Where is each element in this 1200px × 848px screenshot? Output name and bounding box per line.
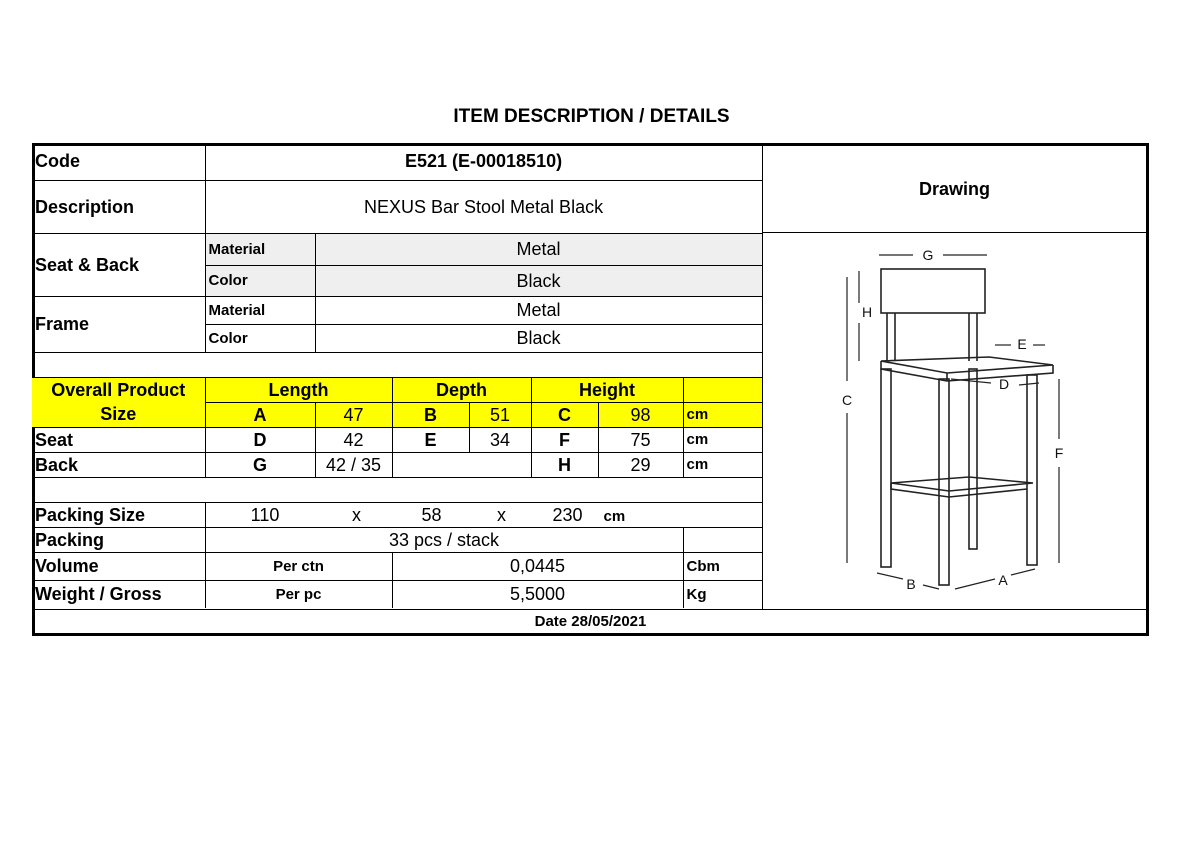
- height-header: Height: [531, 377, 683, 402]
- overall-label-line1: Overall Product: [51, 379, 186, 400]
- frame-color-label: Color: [205, 324, 315, 352]
- frame-material-value: Metal: [315, 296, 762, 324]
- dim-g: G: [922, 247, 934, 263]
- length-header: Length: [205, 377, 392, 402]
- overall-b-letter: B: [392, 402, 469, 427]
- document-title: ITEM DESCRIPTION / DETAILS: [453, 106, 730, 127]
- packing-label: Packing: [32, 527, 205, 552]
- seat-back-material-label: Material: [205, 233, 315, 265]
- frame-label: Frame: [32, 296, 205, 352]
- packing-size-values: [205, 502, 762, 527]
- bar-stool-drawing: [763, 233, 1146, 609]
- frame-material-label: Material: [205, 296, 315, 324]
- spacer-row: [32, 352, 762, 377]
- packing-unit-blank: [683, 527, 762, 552]
- seat-d-value: 42: [315, 427, 392, 452]
- code-value: E521 (E-00018510): [205, 143, 762, 180]
- packing-size-row: [32, 502, 762, 527]
- packing-size-length: 110: [250, 504, 280, 525]
- back-label: Back: [32, 452, 205, 477]
- packing-value: 33 pcs / stack: [205, 527, 683, 552]
- leg-back-right: [969, 369, 977, 549]
- seat-label: Seat: [32, 427, 205, 452]
- frame-color-value: Black: [315, 324, 762, 352]
- seat-f-letter: F: [531, 427, 598, 452]
- description-row: [32, 180, 762, 233]
- overall-header-unit-blank: [683, 377, 762, 402]
- leg-front-right: [1027, 375, 1037, 565]
- volume-per: Per ctn: [205, 552, 392, 580]
- frame-material-row: [32, 296, 762, 324]
- overall-c-letter: C: [531, 402, 598, 427]
- back-row: [32, 452, 762, 477]
- weight-row: [32, 580, 762, 608]
- spacer-row-2: [32, 477, 762, 502]
- description-value: NEXUS Bar Stool Metal Black: [205, 180, 762, 233]
- packing-size-height: 230: [552, 504, 583, 525]
- drawing-header: Drawing: [762, 146, 1146, 233]
- code-label: Code: [32, 143, 205, 180]
- footrest: [891, 477, 1033, 491]
- weight-value: 5,5000: [392, 580, 683, 608]
- details-table: [32, 143, 763, 608]
- dim-d: D: [998, 376, 1010, 392]
- volume-row: [32, 552, 762, 580]
- overall-label-line2: Size: [32, 402, 205, 427]
- back-h-letter: H: [531, 452, 598, 477]
- dim-a: A: [998, 572, 1008, 588]
- weight-per: Per pc: [205, 580, 392, 608]
- weight-unit: Kg: [683, 580, 762, 608]
- dim-e: E: [1017, 336, 1027, 352]
- back-h-value: 29: [598, 452, 683, 477]
- seat-f-value: 75: [598, 427, 683, 452]
- packing-size-width: 58: [421, 504, 442, 525]
- seat-unit: cm: [683, 427, 762, 452]
- packing-size-label: Packing Size: [32, 502, 205, 527]
- spacer-cell-2: [32, 477, 762, 502]
- packing-size-unit: cm: [603, 507, 626, 525]
- overall-a-letter: A: [205, 402, 315, 427]
- code-row: [32, 143, 762, 180]
- volume-unit: Cbm: [683, 552, 762, 580]
- overall-header-row: [32, 377, 762, 402]
- packing-size-x1: x: [352, 504, 361, 525]
- seat-top: [881, 357, 1053, 373]
- overall-b-value: 51: [469, 402, 531, 427]
- back-unit: cm: [683, 452, 762, 477]
- description-label: Description: [32, 180, 205, 233]
- dim-b: B: [906, 576, 916, 592]
- drawing-panel: [762, 233, 1146, 609]
- seat-row: [32, 427, 762, 452]
- dim-h: H: [861, 304, 873, 320]
- packing-size-x2: x: [497, 504, 506, 525]
- weight-label: Weight / Gross: [32, 580, 205, 608]
- overall-c-value: 98: [598, 402, 683, 427]
- overall-unit: cm: [683, 402, 762, 427]
- overall-label: [32, 377, 205, 402]
- overall-values-row: [32, 402, 762, 427]
- leg-back-left: [881, 369, 891, 567]
- seat-back-color-label: Color: [205, 265, 315, 296]
- seat-e-letter: E: [392, 427, 469, 452]
- seat-back-material-value: Metal: [315, 233, 762, 265]
- volume-value: 0,0445: [392, 552, 683, 580]
- back-g-letter: G: [205, 452, 315, 477]
- back-blank: [392, 452, 531, 477]
- volume-label: Volume: [32, 552, 205, 580]
- date-row: Date 28/05/2021: [35, 609, 1146, 633]
- dim-c: C: [841, 392, 853, 408]
- depth-header: Depth: [392, 377, 531, 402]
- packing-row: [32, 527, 762, 552]
- seat-back-color-value: Black: [315, 265, 762, 296]
- back-g-value: 42 / 35: [315, 452, 392, 477]
- seat-e-value: 34: [469, 427, 531, 452]
- backrest-panel: [881, 269, 985, 313]
- seat-d-letter: D: [205, 427, 315, 452]
- overall-a-value: 47: [315, 402, 392, 427]
- leg-front-left: [939, 379, 949, 585]
- spacer-cell: [32, 352, 762, 377]
- seat-back-material-row: [32, 233, 762, 265]
- seat-back-label: Seat & Back: [32, 233, 205, 296]
- dim-f: F: [1054, 445, 1064, 461]
